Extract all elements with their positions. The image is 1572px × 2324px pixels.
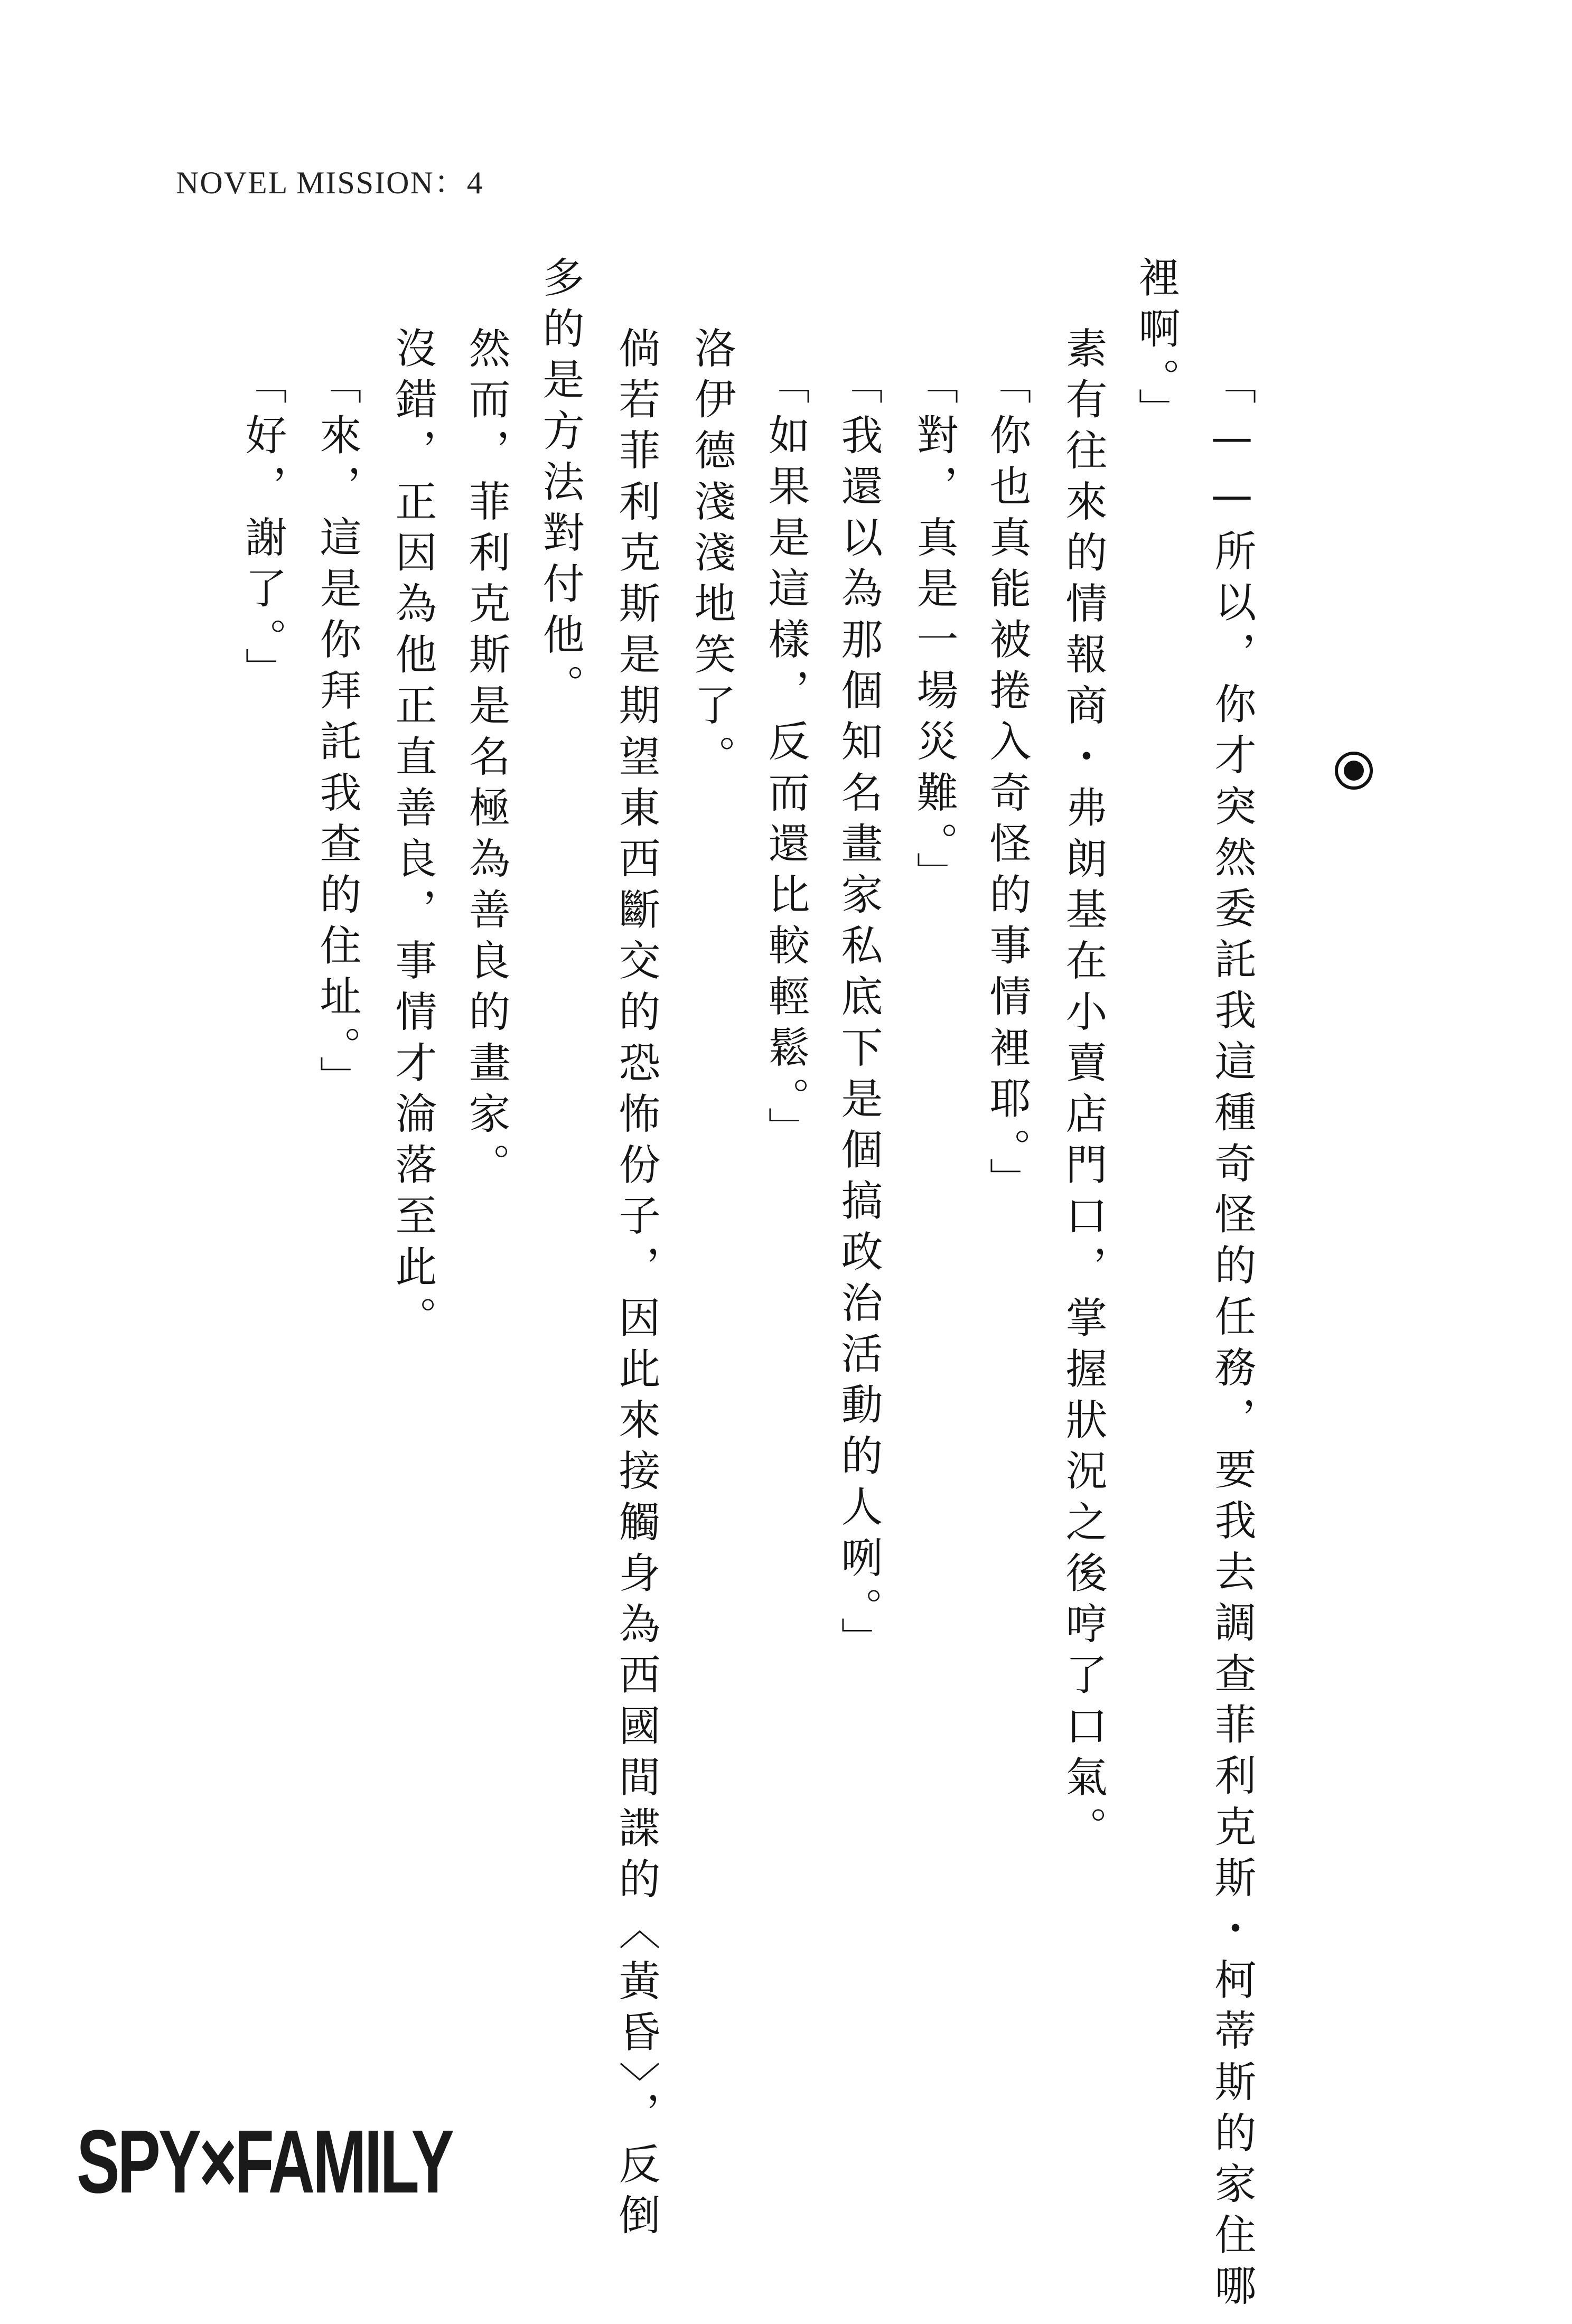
text-line: 素有往來的情報商・弗朗基在小賣店門口，掌握狀況之後哼了口氣。 bbox=[1059, 326, 1107, 1857]
text-line: 「如果是這樣，反而還比較輕鬆。」 bbox=[761, 362, 810, 1158]
text-line: 洛伊德淺淺地笑了。 bbox=[687, 326, 736, 786]
text-line: 沒錯，正因為他正直善良，事情才淪落至此。 bbox=[388, 326, 437, 1347]
text-line: 「——所以，你才突然委託我這種奇怪的任務，要我去調查菲利克斯・柯蒂斯的家住哪 bbox=[1208, 362, 1256, 2315]
text-line: 然而，菲利克斯是名極為善良的畫家。 bbox=[462, 326, 510, 1194]
text-line: 「來，這是你拜託我查的住址。」 bbox=[313, 362, 361, 1107]
page-header: NOVEL MISSION：4 bbox=[176, 165, 484, 200]
text-line: 倘若菲利克斯是期望東西斷交的恐怖份子，因此來接觸身為西國間諜的〈黃昏〉，反倒 bbox=[612, 326, 660, 2245]
spy-family-logo: SPY×FAMILY bbox=[77, 2112, 452, 2212]
text-line: 「我還以為那個知名畫家私底下是個搞政治活動的人咧。」 bbox=[834, 362, 883, 1669]
text-line: 「對，真是一場災難。」 bbox=[910, 362, 958, 903]
text-line: 裡啊。」 bbox=[1131, 256, 1180, 439]
double-circle-icon bbox=[1334, 751, 1373, 790]
text-line: 「你也真能被捲入奇怪的事情裡耶。」 bbox=[982, 362, 1031, 1209]
text-line: 「好，謝了。」 bbox=[238, 362, 287, 699]
text-line: 多的是方法對付他。 bbox=[536, 256, 584, 715]
